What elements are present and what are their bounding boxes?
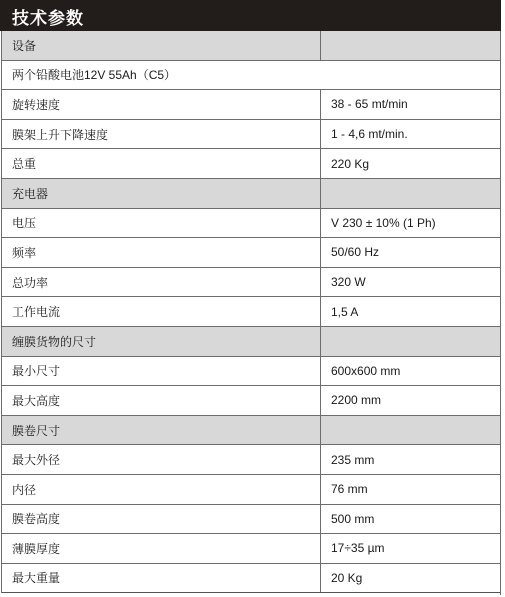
- table-row: [2, 534, 501, 564]
- param-label: 最大重量: [2, 564, 321, 593]
- param-value: 220 Kg: [331, 156, 370, 171]
- table-row: [2, 149, 501, 179]
- table-row: [2, 268, 501, 298]
- table-row: [2, 90, 501, 120]
- param-label: 内径: [2, 475, 321, 504]
- section-row: [2, 416, 501, 446]
- param-value: 20 Kg: [331, 570, 363, 585]
- param-label: 薄膜厚度: [2, 534, 321, 563]
- param-label: 频率: [2, 238, 321, 267]
- param-label: 电压: [2, 209, 321, 238]
- page-title: 技术参数: [12, 9, 84, 28]
- param-value: [321, 179, 501, 208]
- table-row: [2, 297, 501, 327]
- param-label: 两个铅酸电池12V 55Ah（C5）: [12, 68, 177, 83]
- param-value: 500 mm: [331, 511, 375, 526]
- table-row: [2, 505, 501, 535]
- spec-table: [1, 31, 501, 593]
- param-label: 工作电流: [2, 297, 321, 326]
- section-row: [2, 327, 501, 357]
- param-label: 最大高度: [2, 386, 321, 415]
- param-value: 320 W: [331, 275, 366, 290]
- section-label: 缠膜货物的尺寸: [2, 327, 321, 356]
- section-label: 充电器: [2, 179, 321, 208]
- param-value: [321, 327, 501, 356]
- table-row: [2, 238, 501, 268]
- table-row: [2, 445, 501, 475]
- table-row: [2, 120, 501, 150]
- param-value: 1 - 4,6 mt/min.: [331, 127, 408, 142]
- param-value: 17÷35 µm: [331, 541, 385, 556]
- table-row: [2, 386, 501, 416]
- table-row: [2, 475, 501, 505]
- table-right-border: [500, 31, 501, 595]
- table-row: [2, 209, 501, 239]
- param-label: 最大外径: [2, 445, 321, 474]
- param-value: 38 - 65 mt/min: [331, 97, 408, 112]
- table-row: [2, 564, 501, 594]
- param-value: [321, 416, 501, 445]
- table-header-bar: [0, 0, 501, 31]
- param-label: 总功率: [2, 268, 321, 297]
- param-label: 最小尺寸: [2, 357, 321, 386]
- param-value: 1,5 A: [331, 304, 359, 319]
- param-value: V 230 ± 10% (1 Ph): [331, 215, 436, 230]
- param-value: [321, 31, 501, 60]
- param-label: 膜架上升下降速度: [2, 120, 321, 149]
- section-row: [2, 179, 501, 209]
- param-value: 235 mm: [331, 452, 375, 467]
- section-label: 膜卷尺寸: [2, 416, 321, 445]
- param-value: 2200 mm: [331, 393, 382, 408]
- param-value: 600x600 mm: [331, 363, 401, 378]
- param-value: 76 mm: [331, 482, 368, 497]
- param-label: 膜卷高度: [2, 505, 321, 534]
- param-value: 50/60 Hz: [331, 245, 380, 260]
- section-row: [2, 31, 501, 61]
- section-label: 设备: [2, 31, 321, 60]
- table-row: [2, 357, 501, 387]
- table-row: [2, 61, 501, 91]
- param-label: 旋转速度: [2, 90, 321, 119]
- param-label: 总重: [2, 149, 321, 178]
